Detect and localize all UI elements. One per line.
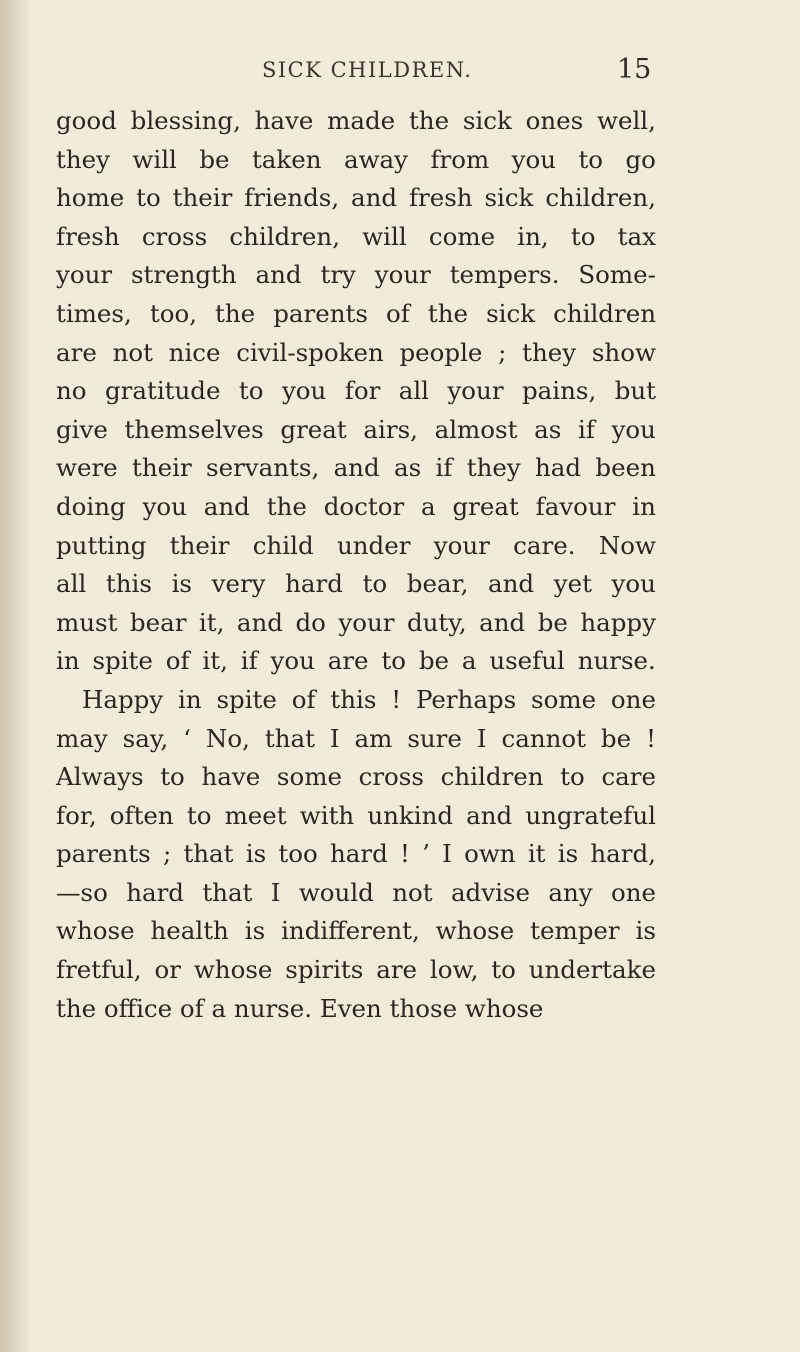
word: you bbox=[611, 569, 656, 599]
text-line: the office of a nurse. Even those whose bbox=[56, 993, 544, 1023]
word: away bbox=[343, 144, 408, 174]
word: yet bbox=[553, 569, 592, 599]
word: in bbox=[56, 646, 80, 676]
word: blessing, bbox=[130, 106, 241, 135]
word: have bbox=[201, 762, 261, 792]
word: to bbox=[381, 646, 406, 676]
word: child bbox=[252, 530, 314, 560]
text-line bbox=[56, 951, 656, 990]
word: some bbox=[276, 762, 342, 792]
word: but bbox=[614, 376, 656, 406]
body-text bbox=[56, 102, 656, 1028]
word: and bbox=[479, 607, 526, 637]
word: ! bbox=[646, 723, 656, 753]
word: good bbox=[56, 106, 117, 135]
word: may bbox=[56, 723, 108, 753]
word: or bbox=[154, 955, 181, 985]
word: happy bbox=[580, 607, 656, 637]
text-line bbox=[56, 642, 656, 681]
word: as bbox=[534, 414, 562, 444]
word: this bbox=[330, 684, 377, 714]
word: very bbox=[211, 569, 266, 599]
word: great bbox=[452, 491, 519, 521]
word: and bbox=[255, 260, 302, 290]
word: Always bbox=[56, 762, 144, 792]
word: hard bbox=[330, 839, 388, 869]
word: parents bbox=[273, 298, 368, 328]
word: whose bbox=[56, 916, 135, 946]
word: to bbox=[186, 800, 212, 830]
word: to bbox=[578, 144, 604, 174]
word: too, bbox=[149, 298, 197, 328]
word: indifferent, bbox=[281, 916, 420, 946]
word: as bbox=[393, 453, 422, 483]
word: ; bbox=[162, 839, 172, 869]
word: I bbox=[270, 877, 281, 907]
word: for, bbox=[56, 800, 97, 830]
word: hard bbox=[126, 877, 184, 907]
word: their bbox=[132, 453, 192, 483]
word: a bbox=[421, 491, 436, 521]
word: been bbox=[595, 453, 656, 483]
word: try bbox=[320, 260, 356, 290]
word: to bbox=[491, 955, 516, 985]
word: and bbox=[333, 453, 380, 483]
text-line bbox=[56, 488, 656, 527]
word: that bbox=[202, 877, 253, 907]
word: ungrateful bbox=[525, 800, 656, 830]
word: with bbox=[299, 800, 355, 830]
word: you bbox=[281, 376, 327, 406]
word: the bbox=[427, 298, 469, 328]
word: low, bbox=[429, 955, 479, 985]
word: nice bbox=[168, 337, 221, 367]
word: to bbox=[160, 762, 185, 792]
word: themselves bbox=[124, 414, 264, 444]
word: must bbox=[56, 607, 118, 637]
running-head bbox=[0, 54, 800, 88]
word: are bbox=[376, 955, 418, 985]
word: not bbox=[112, 337, 153, 367]
word: Some- bbox=[578, 260, 656, 290]
word: it, bbox=[202, 646, 228, 676]
word: for bbox=[344, 376, 381, 406]
word: advise bbox=[450, 877, 530, 907]
word: putting bbox=[56, 530, 147, 560]
text-line bbox=[56, 179, 656, 218]
word: taken bbox=[251, 144, 322, 174]
text-line bbox=[56, 758, 656, 797]
word: cannot bbox=[501, 723, 586, 753]
word: be bbox=[418, 646, 450, 676]
word: do bbox=[295, 607, 326, 637]
word: you bbox=[611, 414, 656, 444]
word: their bbox=[169, 530, 230, 560]
word: will bbox=[132, 144, 177, 174]
word: spite bbox=[216, 684, 277, 714]
word: to bbox=[238, 376, 264, 406]
word: from bbox=[430, 144, 490, 174]
word: Perhaps bbox=[415, 684, 517, 714]
text-line bbox=[56, 334, 656, 373]
word: often bbox=[109, 800, 174, 830]
word: I bbox=[329, 723, 340, 753]
word: and bbox=[466, 800, 513, 830]
word: hard, bbox=[590, 839, 656, 869]
page-number: 15 bbox=[617, 54, 652, 85]
word: favour bbox=[535, 491, 616, 521]
word: come bbox=[428, 221, 496, 251]
running-head-title: SICK CHILDREN. bbox=[262, 58, 473, 82]
word: that bbox=[183, 839, 234, 869]
word: will bbox=[362, 221, 407, 251]
word: sick bbox=[484, 183, 534, 213]
word: show bbox=[591, 337, 656, 367]
word: children, bbox=[229, 221, 340, 251]
word: ! bbox=[391, 684, 402, 714]
word: unkind bbox=[367, 800, 454, 830]
word: almost bbox=[434, 414, 518, 444]
word: a bbox=[461, 646, 477, 676]
word: is bbox=[244, 916, 266, 946]
word: your bbox=[338, 607, 395, 637]
word: —so bbox=[56, 877, 108, 907]
word: care. bbox=[513, 530, 576, 560]
word: meet bbox=[224, 800, 287, 830]
text-line bbox=[56, 141, 656, 180]
word: times, bbox=[56, 298, 132, 328]
word: home bbox=[56, 183, 125, 213]
word: tax bbox=[617, 221, 656, 251]
word: gratitude bbox=[104, 376, 221, 406]
word: go bbox=[625, 144, 656, 174]
word: Now bbox=[598, 530, 656, 560]
word: their bbox=[172, 183, 233, 213]
word: is bbox=[171, 569, 192, 599]
word: the bbox=[215, 298, 256, 328]
word: doctor bbox=[323, 491, 405, 521]
word: they bbox=[466, 453, 521, 483]
word: I bbox=[442, 839, 452, 869]
word: in, bbox=[517, 221, 549, 251]
word: if bbox=[577, 414, 595, 444]
word: bear bbox=[129, 607, 187, 637]
word: to bbox=[362, 569, 388, 599]
word: under bbox=[336, 530, 411, 560]
text-line bbox=[56, 874, 656, 913]
word: fresh bbox=[56, 221, 120, 251]
word: No, bbox=[205, 723, 250, 753]
word: made bbox=[327, 106, 396, 135]
text-line bbox=[56, 411, 656, 450]
word: fretful, bbox=[56, 955, 142, 985]
word: give bbox=[56, 414, 108, 444]
word: it bbox=[527, 839, 546, 869]
word: of bbox=[386, 298, 410, 328]
word: I bbox=[476, 723, 487, 753]
word: cross bbox=[358, 762, 424, 792]
word: cross bbox=[141, 221, 208, 251]
word: one bbox=[610, 877, 656, 907]
word: no bbox=[56, 376, 87, 406]
word: your bbox=[374, 260, 431, 290]
word: they bbox=[522, 337, 577, 367]
word: is bbox=[557, 839, 579, 869]
word: ‘ bbox=[183, 723, 191, 753]
word: well, bbox=[596, 106, 656, 135]
word: the bbox=[408, 106, 450, 135]
word: your bbox=[433, 530, 490, 560]
word: not bbox=[392, 877, 433, 907]
text-line bbox=[56, 720, 656, 759]
word: are bbox=[56, 337, 97, 367]
word: children bbox=[553, 298, 656, 328]
word: ’ bbox=[422, 839, 430, 869]
word: they bbox=[56, 144, 110, 174]
word: too bbox=[278, 839, 318, 869]
word: own bbox=[464, 839, 516, 869]
word: temper bbox=[530, 916, 620, 946]
word: hard bbox=[285, 569, 343, 599]
word: pains, bbox=[521, 376, 597, 406]
word: had bbox=[535, 453, 582, 483]
word: people bbox=[399, 337, 483, 367]
word: sick bbox=[462, 106, 512, 135]
word: be bbox=[537, 607, 568, 637]
word: Happy bbox=[82, 684, 164, 714]
text-line bbox=[56, 527, 656, 566]
word: whose bbox=[435, 916, 515, 946]
text-line bbox=[56, 797, 656, 836]
word: bear, bbox=[406, 569, 469, 599]
word: say, bbox=[122, 723, 169, 753]
text-line bbox=[56, 295, 656, 334]
paragraph-start-line bbox=[56, 681, 656, 720]
word: useful bbox=[489, 646, 565, 676]
word: and bbox=[203, 491, 250, 521]
word: be bbox=[600, 723, 632, 753]
word: am bbox=[354, 723, 393, 753]
gutter-shadow bbox=[0, 0, 30, 1352]
word: whose bbox=[193, 955, 273, 985]
word: one bbox=[610, 684, 656, 714]
word: all bbox=[398, 376, 430, 406]
word: of bbox=[291, 684, 316, 714]
word: great bbox=[280, 414, 347, 444]
word: civil-spoken bbox=[236, 337, 384, 367]
word: in bbox=[178, 684, 202, 714]
word: of bbox=[165, 646, 190, 676]
text-line bbox=[56, 449, 656, 488]
word: care bbox=[601, 762, 656, 792]
word: friends, bbox=[244, 183, 340, 213]
word: ! bbox=[400, 839, 410, 869]
word: if bbox=[435, 453, 453, 483]
word: fresh bbox=[408, 183, 473, 213]
word: is bbox=[635, 916, 656, 946]
word: sure bbox=[407, 723, 462, 753]
text-line bbox=[56, 218, 656, 257]
word: you bbox=[511, 144, 557, 174]
word: this bbox=[105, 569, 152, 599]
word: all bbox=[56, 569, 87, 599]
word: ones bbox=[525, 106, 584, 135]
word: any bbox=[548, 877, 593, 907]
word: are bbox=[327, 646, 369, 676]
word: some bbox=[531, 684, 597, 714]
text-line bbox=[56, 835, 656, 874]
word: would bbox=[298, 877, 374, 907]
word: children bbox=[440, 762, 544, 792]
word: sick bbox=[486, 298, 536, 328]
word: spirits bbox=[285, 955, 364, 985]
text-line bbox=[56, 604, 656, 643]
word: airs, bbox=[363, 414, 418, 444]
word: it, bbox=[198, 607, 225, 637]
text-line bbox=[56, 102, 656, 141]
word: health bbox=[150, 916, 229, 946]
word: you bbox=[270, 646, 315, 676]
word: duty, bbox=[406, 607, 467, 637]
word: that bbox=[264, 723, 315, 753]
word: and bbox=[488, 569, 535, 599]
word: undertake bbox=[528, 955, 656, 985]
text-line bbox=[56, 912, 656, 951]
word: spite bbox=[92, 646, 153, 676]
word: ; bbox=[498, 337, 507, 367]
word: your bbox=[56, 260, 113, 290]
word: to bbox=[560, 762, 585, 792]
word: tempers. bbox=[449, 260, 560, 290]
word: to bbox=[136, 183, 161, 213]
text-line bbox=[56, 565, 656, 604]
word: doing bbox=[56, 491, 126, 521]
word: strength bbox=[130, 260, 237, 290]
word: your bbox=[447, 376, 504, 406]
word: in bbox=[632, 491, 656, 521]
word: is bbox=[245, 839, 267, 869]
word: were bbox=[56, 453, 118, 483]
word: nurse. bbox=[577, 646, 656, 676]
word: servants, bbox=[206, 453, 320, 483]
word: if bbox=[240, 646, 258, 676]
word: the bbox=[266, 491, 307, 521]
word: and bbox=[236, 607, 283, 637]
word: children, bbox=[545, 183, 656, 213]
word: and bbox=[350, 183, 398, 213]
text-line bbox=[56, 256, 656, 295]
word: to bbox=[570, 221, 596, 251]
word: you bbox=[142, 491, 187, 521]
text-line bbox=[56, 372, 656, 411]
word: parents bbox=[56, 839, 151, 869]
word: have bbox=[254, 106, 314, 135]
word: be bbox=[199, 144, 230, 174]
